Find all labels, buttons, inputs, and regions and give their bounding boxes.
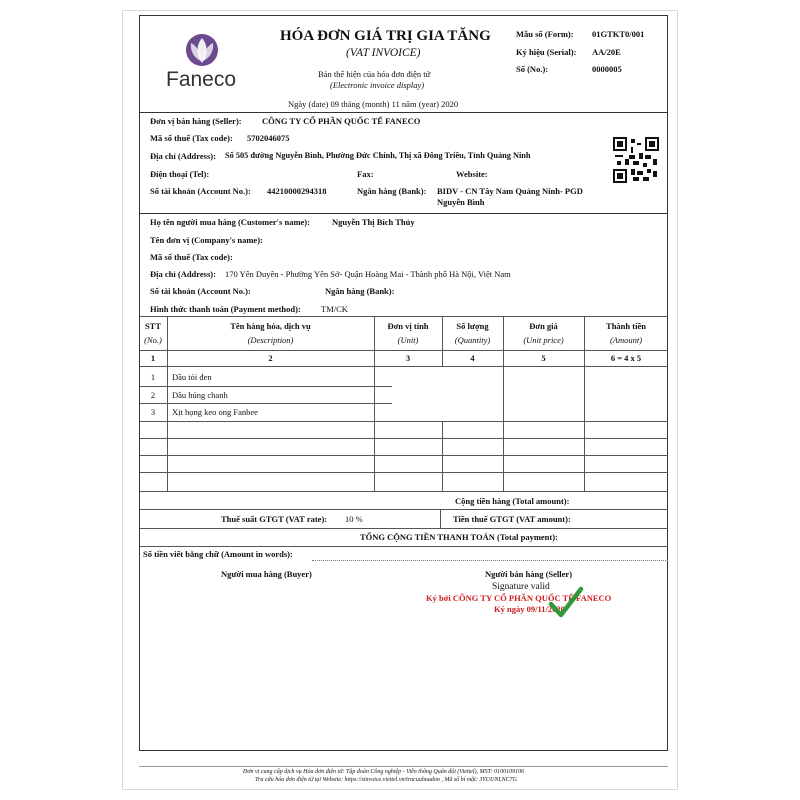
- table-row-no: 2: [150, 390, 156, 400]
- index-cell: 6 = 4 x 5: [610, 353, 642, 363]
- table-row-line: [139, 403, 392, 404]
- form-value: 01GTKT0/001: [592, 29, 645, 39]
- amount-in-words-label: Số tiền viết bằng chữ (Amount in words):: [143, 549, 293, 559]
- seller-signature-label: Người bán hàng (Seller): [485, 569, 573, 579]
- table-row-line: [139, 438, 668, 439]
- buyer-tax-label: Mã số thuế (Tax code):: [150, 252, 233, 262]
- invoice-title: HÓA ĐƠN GIÁ TRỊ GIA TĂNG: [280, 28, 491, 44]
- col-header-description-en: (Description): [247, 335, 294, 345]
- table-col-line: [442, 421, 443, 491]
- seller-website-label: Website:: [456, 169, 488, 179]
- table-row-line: [139, 455, 668, 456]
- table-border: [139, 350, 668, 351]
- col-header-amount: Thành tiền: [606, 321, 646, 331]
- seller-label: Đơn vị bán hàng (Seller):: [150, 116, 242, 126]
- number-value: 0000005: [592, 64, 622, 74]
- table-col-line: [440, 509, 441, 528]
- qr-code-icon: [613, 137, 659, 183]
- vat-amount-label: Tiền thuế GTGT (VAT amount):: [453, 514, 571, 524]
- footer-lookup: Tra cứu hóa đơn điện tử tại Website: https://sinvoice.viettel.vn/tracuuhoadon , Mã số bí mật: 3YUUNLNC7G: [255, 777, 518, 783]
- col-header-no: STT: [144, 321, 162, 331]
- buyer-address-label: Địa chỉ (Address):: [150, 269, 216, 279]
- buyer-company-label: Tên đơn vị (Company's name):: [150, 235, 263, 245]
- seller-account-value: 44210000294318: [267, 186, 327, 196]
- buyer-bank-label: Ngân hàng (Bank):: [325, 286, 395, 296]
- grand-total-label: TỔNG CỘNG TIỀN THANH TOÁN (Total payment):: [360, 532, 558, 542]
- seller-fax-label: Fax:: [357, 169, 374, 179]
- table-row-line: [139, 472, 668, 473]
- col-header-unit: Đơn vị tính: [387, 321, 429, 331]
- payment-method-value: TM/CK: [321, 304, 348, 314]
- serial-value: AA/20E: [592, 47, 621, 57]
- col-header-unit-price-en: (Unit price): [523, 335, 564, 345]
- seller-tel-label: Điện thoại (Tel):: [150, 169, 210, 179]
- divider: [139, 112, 668, 113]
- form-label: Mẫu số (Form):: [516, 29, 574, 39]
- footer-provider: Đơn vị cung cấp dịch vụ Hóa đơn điện tử: Tập đoàn Công nghiệp - Viễn thông Quân đội (Viettel), MST: 0100109106: [243, 769, 525, 775]
- table-row-line: [139, 509, 668, 510]
- index-cell: 4: [470, 353, 475, 363]
- table-row-no: 3: [150, 407, 156, 417]
- serial-label: Ký hiệu (Serial):: [516, 47, 577, 57]
- buyer-signature-label: Người mua hàng (Buyer): [221, 569, 312, 579]
- col-header-description: Tên hàng hóa, dịch vụ: [230, 321, 311, 331]
- display-note-en: (Electronic invoice display): [330, 80, 425, 90]
- table-row-line: [139, 386, 392, 387]
- divider: [139, 213, 668, 214]
- table-row-no: 1: [150, 372, 156, 382]
- index-cell: 2: [268, 353, 273, 363]
- table-row-description: Xịt họng keo ong Fanbee: [172, 407, 258, 417]
- seller-address-value: Số 505 đường Nguyễn Bình, Phường Đức Chính, Thị xã Đông Triều, Tỉnh Quảng Ninh: [225, 151, 531, 160]
- index-cell: 5: [541, 353, 546, 363]
- invoice-title-en: (VAT INVOICE): [346, 47, 421, 59]
- index-cell: 1: [150, 353, 156, 363]
- col-header-amount-en: (Amount): [609, 335, 643, 345]
- index-cell: 3: [405, 353, 411, 363]
- seller-bank-label: Ngân hàng (Bank):: [357, 186, 427, 196]
- table-row-line: [139, 546, 668, 547]
- vat-rate-label: Thuế suất GTGT (VAT rate):: [221, 514, 328, 524]
- seller-name: CÔNG TY CỔ PHẦN QUỐC TẾ FANECO: [262, 116, 421, 126]
- table-border: [139, 366, 668, 367]
- seller-bank-value: BIDV - CN Tây Nam Quảng Ninh- PGD: [437, 186, 583, 196]
- checkmark-icon: [548, 586, 584, 620]
- seller-address-label: Địa chỉ (Address):: [150, 151, 216, 161]
- faneco-logo-icon: [184, 33, 220, 67]
- col-header-quantity: Số lượng: [456, 321, 489, 331]
- seller-tax-label: Mã số thuế (Tax code):: [150, 133, 233, 143]
- seller-bank-value-2: Nguyễn Bình: [437, 197, 485, 207]
- table-row-line: [139, 528, 668, 529]
- subtotal-label: Cộng tiền hàng (Total amount):: [455, 496, 570, 506]
- seller-account-label: Số tài khoản (Account No.):: [150, 186, 251, 196]
- seller-tax-value: 5702046075: [247, 133, 290, 143]
- buyer-name-value: Nguyễn Thị Bích Thủy: [332, 217, 415, 227]
- table-row-line: [139, 421, 668, 422]
- table-row-description: Dầu húng chanh: [172, 390, 228, 400]
- buyer-address-value: 170 Yên Duyên - Phường Yên Sở- Quận Hoàng Mai - Thành phố Hà Nội, Việt Nam: [225, 269, 511, 279]
- brand-name: Faneco: [166, 68, 237, 91]
- table-border: [139, 316, 668, 317]
- words-dotted-line: [312, 560, 668, 561]
- vat-rate-value: 10 %: [345, 514, 363, 524]
- col-header-quantity-en: (Quantity): [454, 335, 491, 345]
- display-note: Bản thể hiện của hóa đơn điện tử: [318, 69, 431, 79]
- number-label: Số (No.):: [516, 64, 549, 74]
- buyer-account-label: Số tài khoản (Account No.):: [150, 286, 251, 296]
- col-header-no-en: (No.): [144, 335, 162, 345]
- col-header-unit-price: Đơn giá: [529, 321, 558, 331]
- table-row-description: Dầu tỏi đen: [172, 372, 212, 382]
- signed-by: Ký bởi CÔNG TY CỔ PHẦN QUỐC TẾ FANECO: [426, 593, 612, 603]
- invoice-date: Ngày (date) 09 tháng (month) 11 năm (year) 2020: [288, 99, 459, 109]
- buyer-name-label: Họ tên người mua hàng (Customer's name):: [150, 217, 310, 227]
- signature-valid: Signature valid: [492, 582, 550, 592]
- footer-divider: [139, 766, 668, 767]
- table-row-line: [139, 491, 668, 492]
- payment-method-label: Hình thức thanh toán (Payment method):: [150, 304, 301, 314]
- col-header-unit-en: (Unit): [397, 335, 419, 345]
- signed-date: Ký ngày 09/11/2020: [494, 604, 565, 614]
